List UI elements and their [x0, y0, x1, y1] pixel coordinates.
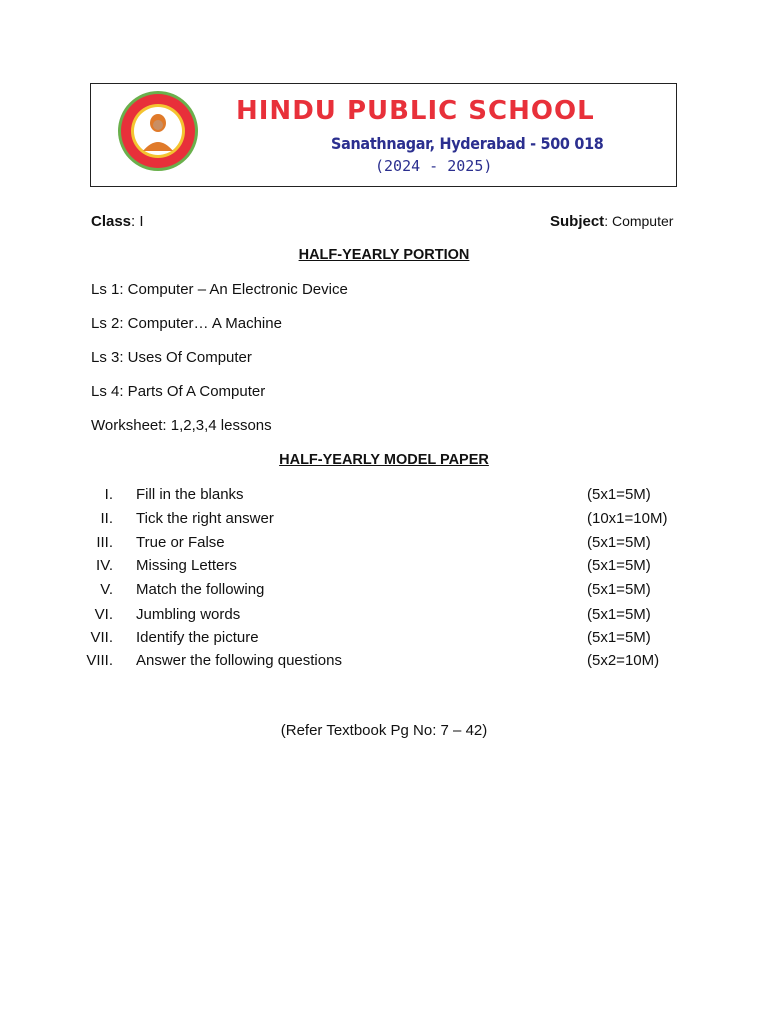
class-value: : I	[131, 213, 144, 230]
item-number: VIII.	[86, 652, 113, 669]
item-text: Tick the right answer	[136, 510, 274, 527]
item-number: IV.	[96, 557, 113, 574]
item-text: Jumbling words	[136, 606, 241, 623]
item-text: True or False	[136, 534, 225, 551]
class-field	[91, 213, 144, 230]
school-header	[90, 83, 677, 187]
item-text: Fill in the blanks	[136, 486, 244, 503]
lesson-item: Ls 4: Parts Of A Computer	[91, 383, 266, 400]
item-text: Identify the picture	[136, 629, 259, 646]
lesson-item: Ls 2: Computer… A Machine	[91, 315, 282, 332]
item-marks: (5x2=10M)	[587, 652, 660, 669]
item-text: Match the following	[136, 581, 265, 598]
subject-field	[550, 213, 673, 230]
item-number: I.	[104, 486, 113, 503]
portion-heading: HALF-YEARLY PORTION	[298, 247, 470, 263]
item-marks: (5x1=5M)	[587, 629, 651, 646]
item-text: Answer the following questions	[136, 652, 342, 669]
item-number: VII.	[90, 629, 113, 646]
item-number: III.	[96, 534, 113, 551]
school-address: Sanathnagar, Hyderabad - 500 018	[331, 134, 604, 153]
item-marks: (5x1=5M)	[587, 581, 651, 598]
subject-value: : Computer	[604, 213, 674, 229]
item-marks: (5x1=5M)	[587, 534, 651, 551]
item-marks: (5x1=5M)	[587, 606, 651, 623]
lesson-item: Ls 1: Computer – An Electronic Device	[91, 281, 348, 298]
item-number: II.	[100, 510, 113, 527]
subject-label: Subject	[550, 213, 605, 230]
item-marks: (5x1=5M)	[587, 486, 651, 503]
item-number: VI.	[94, 606, 113, 623]
textbook-reference: (Refer Textbook Pg No: 7 – 42)	[280, 722, 488, 739]
school-name: HINDU PUBLIC SCHOOL	[236, 96, 595, 126]
school-logo-icon	[116, 89, 200, 173]
academic-year: (2024 - 2025)	[375, 157, 493, 175]
lesson-item: Ls 3: Uses Of Computer	[91, 349, 252, 366]
item-marks: (10x1=10M)	[587, 510, 668, 527]
class-label: Class	[91, 213, 132, 230]
item-marks: (5x1=5M)	[587, 557, 651, 574]
model-paper-heading: HALF-YEARLY MODEL PAPER	[279, 452, 489, 468]
worksheet-item: Worksheet: 1,2,3,4 lessons	[91, 417, 272, 434]
item-number: V.	[100, 581, 113, 598]
item-text: Missing Letters	[136, 557, 237, 574]
